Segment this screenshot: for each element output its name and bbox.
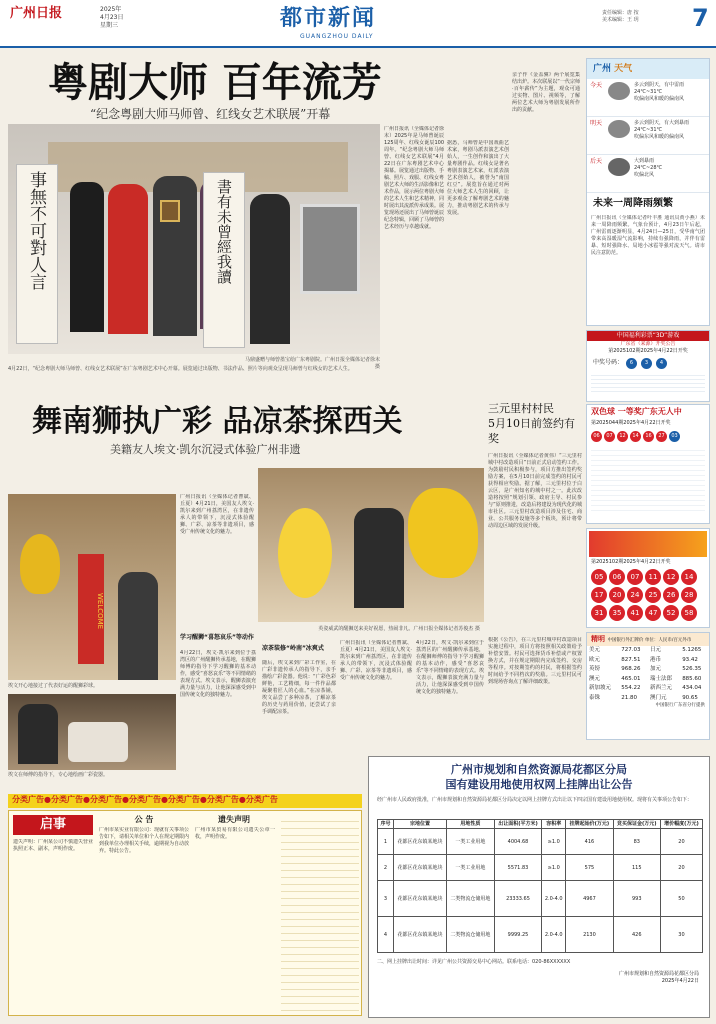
col-header: 挂牌起始价(万元): [566, 819, 613, 829]
weather-forecast-headline: 未来一周降雨频繁: [593, 198, 673, 209]
lottery-3d-issue: 第2025102期2025年4月22日开奖: [608, 347, 688, 354]
editors: 责任编辑：唐 按 美术编辑：王 玥: [602, 10, 639, 23]
col-header: 出让面积(平方米): [494, 819, 541, 829]
story1-headline: 粤剧大师 百年流芳: [48, 59, 382, 106]
person-evan: [118, 572, 158, 680]
announce-heading: 公 告: [134, 815, 154, 824]
story2-subheadline: 美籍友人埃文·凯尔沉浸式体验广州非遗: [110, 443, 301, 456]
lottery-3d-prize-table: [591, 372, 705, 394]
person-teacher: [18, 704, 58, 764]
forex-title: 精明: [591, 635, 605, 643]
ads-column: [281, 815, 359, 1011]
section-subtitle: GUANGZHOU DAILY: [300, 33, 374, 40]
story1-lead: 4月22日，“纪念粤剧大师马师曾、红线女艺术联展”在广东粤剧艺术中心开幕。展览通过出版物、书法作品、照片等向观众呈现马师曾与红线女的艺术人生。: [8, 366, 353, 372]
story1-body-col2: 据悉，马师曾是中国戏曲艺术家，粤剧马派表演艺术创始人，一生创作和演出了大量粤剧作品。红线女是著名粤剧表演艺术家，红派表演艺术创始人，被誉为“南国红豆”。展览旨在通过对两位大师艺术人生的回顾，让更多观众了解粤剧艺术的魅力，推动粤剧艺术的传承与发展。: [447, 140, 509, 216]
closure-heading: 遗失声明: [218, 815, 250, 824]
story2-caption1: 埃文开心地接过了代表好运的醒狮彩球。: [8, 683, 99, 689]
calligraphy-scroll-right: 書有未曾經我讀: [203, 172, 245, 348]
land-sale-intro: 经广州市人民政府批准，广州市规划和自然资源局花都区分局决定以网上挂牌方式出让以下四宗国有建设用地使用权。现将有关事项公告如下：: [377, 796, 693, 803]
weather-body: 广州日报讯（全媒体记者叶丰胜 通讯员黄小燕）未来一周降雨频繁。气象台预计，4月23日午后起，广州雷雨逐渐明显，4月24日—25日，受华南气团带来高湿暖湿气流影响，持续有强降雨，并伴有雷暴、短时强降水、局地小冰雹等强对流天气。请市民注意防范。: [591, 214, 705, 256]
double-color-prize-table: [591, 446, 705, 512]
col-header: 竞买保证金(万元): [613, 819, 660, 829]
story2-section-head2: 凉茶装修“岭南”冰爽式: [262, 645, 324, 652]
col-header: 序号: [378, 819, 394, 829]
calligraphy-scroll-left: 事無不可對人言: [16, 164, 58, 344]
col-header: 用地性质: [447, 819, 495, 829]
lottery-3d-numbers: 中奖号码： 6 3 4: [587, 355, 709, 372]
porcelain-piece: [68, 722, 128, 762]
page-header: [0, 0, 716, 48]
person-evan-lion: [354, 508, 404, 608]
forex-table: [587, 646, 709, 703]
person-2: [108, 184, 148, 334]
lottery-3d-subtitle: 广东省（来源）开奖公告: [620, 341, 676, 348]
portrait-photo: [300, 204, 360, 294]
forex-subtitle: 中国银行外汇牌价 单位：人民币/百元外币: [607, 638, 692, 643]
lottery-kl8-box: [586, 528, 710, 628]
double-color-issue: 第2025044期2025年4月22日开奖: [591, 419, 671, 426]
issue-date: 2025年 4月23日 星期三: [100, 6, 124, 30]
forex-row: 泰铢 21.80 澳门元 90.65: [589, 694, 698, 701]
story2-photo-right: [258, 468, 484, 622]
lottery-double-color-box: [586, 404, 710, 524]
story2-body-col1: 广州日报讯（全媒体记者曹斌、丘夏）4月21日，美国友人埃文·凯尔来到广州荔湾区，在非遗传承人的带领下，沉浸式体验醒狮、广彩、凉茶等非遗项目，感受广州传统文化的魅力。: [180, 494, 254, 535]
land-sale-title: 广州市规划和自然资源局花都区分局: [451, 763, 627, 776]
award-plaque: [160, 200, 180, 222]
story3-headline: 三元里村村民: [488, 402, 554, 415]
forex-row: 澳元 465.01 瑞士法郎 885.60: [589, 675, 702, 682]
land-sale-date: 2025年4月22日: [661, 978, 699, 985]
land-sale-table: [377, 819, 703, 954]
story3-headline2: 5月10日前签约有奖: [488, 416, 575, 445]
weather-tomorrow: 明天 多云到阴天，有大到暴雨 24℃~31℃ 吹偏东风和暖的偏南风: [587, 117, 709, 155]
story2-body-col5: 4月22日，埃文·凯尔来到位于荔湾区的广州醒狮传承基地，在醒狮师傅的指导下学习醒狮的基本动作，感受“喜怒哀乐”等不同情绪的表现方式。埃文表示，醒狮表演充满力量与活力，让他深深感受到中国传统文化的独特魅力。: [416, 640, 484, 695]
classified-ad-bar: 分类广告●分类广告●分类广告●分类广告●分类广告●分类广告●分类广告: [8, 794, 362, 808]
closure-body: 广州市某贸易有限公司遗失公章一枚，声明作废。: [195, 827, 275, 840]
lottery-3d-box: [586, 330, 710, 402]
land-sale-footer: 二、网上挂牌出让时间：详见广州公共资源交易中心网站。联系电话：020-86XXXXXX: [377, 959, 571, 966]
lottery-3d-title: 中国福利彩票“3D”游戏: [587, 331, 709, 341]
weather-today: 今天 多云到阴天，有中雷雨 24℃~31℃ 吹偏南风和暖的偏南风: [587, 79, 709, 117]
double-color-title: 双色球 一等奖广东无人中: [591, 407, 682, 416]
story2-body-col4: 广州日报讯（全媒体记者曹斌、丘夏）4月21日，美国友人埃文·凯尔来到广州荔湾区，在非遗传承人的带领下，沉浸式体验醒狮、广彩、凉茶等非遗项目，感受广州传统文化的魅力。: [340, 640, 412, 681]
rain-cloud-icon: [608, 82, 630, 100]
story2-body-col2: 4月22日，埃文·凯尔来到位于荔湾区的广州醒狮传承基地，在醒狮师傅的指导下学习醒狮的基本动作，感受“喜怒哀乐”等不同情绪的表现方式。埃文表示，醒狮表演充满力量与活力，让他深深感受到中国传统文化的独特魅力。: [180, 650, 256, 698]
welcome-banner: WELCOME: [78, 554, 104, 664]
table-row: 2 花都区花东镇某地块 一类工业用地 5571.83 ≥1.0 575 115 20: [378, 855, 703, 881]
forex-row: 欧元 827.51 港币 93.42: [589, 656, 698, 663]
double-color-numbers: 06 07 12 14 16 27 03: [587, 427, 709, 446]
col-header: 宗地位置: [393, 819, 446, 829]
story2-headline: 舞南狮执广彩 品凉茶探西关: [32, 404, 403, 439]
story3-body: 广州日报讯（全媒体记者黄伟）“三元里村城中村改造项目”日前正式启动签约工作。为鼓励村民积极参与，项目方推出签约奖励方案，在5月10日前完成签约的村民可获得相应奖励。据了解，三元里村位于白云区，是广州知名的城中村之一。此次改造将按照“规划引领、政府主导、村民参与”原则推进，改造后将建设为现代化的城市社区。三元里村改造项目涉及住宅、商业、公共服务设施等多个板块，预计将带动周边区域的发展升级。: [488, 452, 582, 529]
story2-photo-bottom: [8, 694, 176, 770]
weather-header: 广州 天气: [587, 59, 709, 79]
table-row: 1 花都区花东镇某地块 一类工业用地 4004.68 ≥1.0 416 83 20: [378, 829, 703, 855]
story1-body-col3: 亲子作《金盖骥》两个展览集结出炉。本次联展以“一代宗师·百年薪传”为主题，观众可通过实物、图片、视频等，了解两位艺术大师为粤剧发展所作出的贡献。: [512, 72, 580, 113]
forex-row: 美元 727.03 日元 5.1265: [589, 647, 702, 654]
story3-body2: 根据《公告》，在三元里村城中村改造项目实施过程中，项目方将按照相关政策给予补偿安置。村民可选择货币补偿或产权置换方式，并在规定期限内完成签约、交房等程序。对按期签约的村民，将根据签约时间给予不同档次的奖励。三元里村民可到现场咨询点了解详细政策。: [488, 636, 582, 685]
col-header: 增价幅度(万元): [660, 819, 702, 829]
forex-source: 中国银行广东省分行提供: [655, 702, 705, 708]
notice-heading: 启事: [13, 815, 93, 835]
forex-box: [586, 632, 710, 740]
storm-cloud-icon: [608, 158, 630, 176]
story2-body-col3: 随后，埃文来到广彩工作室，在广彩非遗传承人的指导下，亲手描绘广彩瓷器。他说：“广彩色彩鲜艳，工艺精细，每一件作品都凝聚着匠人的心血。”在凉茶铺，埃文品尝了多种凉茶，了解凉茶的历史与药用价值，还尝试了亲手调配凉茶。: [262, 660, 336, 715]
person-5: [250, 194, 290, 344]
forex-row: 英镑 968.26 加元 526.35: [589, 666, 702, 673]
forex-row: 新加坡元 554.22 新西兰元 434.04: [589, 685, 702, 692]
lion-head-shape: [20, 534, 60, 594]
lion-dance-yellow: [278, 508, 332, 598]
story2-photo-left: [8, 494, 176, 680]
story1-photo: [8, 124, 380, 354]
rain-cloud-icon: [608, 120, 630, 138]
col-header: 容积率: [542, 819, 566, 829]
newspaper-logo: 广州日报: [10, 6, 63, 21]
announce-body: 广州市某实业有限公司：现就有关事项公告如下，请相关单位和个人在规定期限内到我单位办理相关手续，逾期视为自动放弃。特此公告。: [99, 827, 189, 854]
story1-subheadline: “纪念粤剧大师马师曾、红线女艺术联展”开幕: [90, 107, 331, 121]
section-title: 都市新闻: [280, 6, 377, 31]
story1-photo-caption: 马鼎盛赠与师曾墨宝给广东粤剧院。广州日报全媒体记者徐末 摄: [244, 357, 380, 370]
kl8-banner: [589, 531, 707, 557]
land-sale-signature: 广州市规划和自然资源局花都区分局: [618, 971, 699, 978]
person-1: [70, 182, 104, 332]
story2-caption2: 埃文在师傅的指导下，专心地绘画广彩瓷器。: [8, 772, 109, 778]
lion-head-large: [408, 488, 478, 578]
land-sale-title2: 国有建设用地使用权网上挂牌出让公告: [445, 777, 633, 791]
kl8-numbers: 05 06 07 11 12 14 17 20 24 25 26 28 31 35 41 47 52 58: [587, 566, 709, 624]
table-row: 3 花都区花东镇某地块 二类物流仓储用地 23333.65 2.0-4.0 4967 993 50: [378, 881, 703, 917]
story3: [488, 402, 582, 790]
story2-photo-caption: 英姿威武的醒狮送来美好祝愿，热闹非凡。广州日报全媒体记者苏俊杰 摄: [318, 626, 480, 632]
weather-day-after: 后天 大到暴雨 24℃~28℃ 吹偏北风: [587, 155, 709, 193]
page-number: 7: [692, 4, 709, 32]
story2-section-head: 学习醒狮“喜怒哀乐”等动作: [180, 634, 254, 641]
land-sale-notice: [368, 756, 710, 1018]
story1-body-col1: 广州日报讯（全媒体记者徐末）2025年是马师曾诞辰125周年、红线女诞辰100周年。“纪念粤剧大师马师曾、红线女艺术联展”4月22日在广东粤剧艺术中心揭幕。展览通过出版物、手稿、照片、戏服、红线女粤剧艺术大师的生活影像和艺术作品，展示两位粤剧大师的艺术人生和艺术精神，同时展出其流派传承成果。展览现场还展出了马师曾诞辰纪念特辑，回顾了马师曾的艺术经历与卓越成就。: [384, 126, 444, 230]
weather-box: [586, 58, 710, 326]
classified-ads: [8, 810, 362, 1016]
table-row: 4 花都区花东镇某地块 二类物流仓储用地 9999.25 2.0-4.0 2130 426 30: [378, 917, 703, 953]
kl8-issue: 第2025102期2025年4月22日开奖: [591, 559, 671, 565]
notice-body: 遗失声明：广州某公司不慎遗失营业执照正本、副本，声明作废。: [13, 839, 93, 852]
